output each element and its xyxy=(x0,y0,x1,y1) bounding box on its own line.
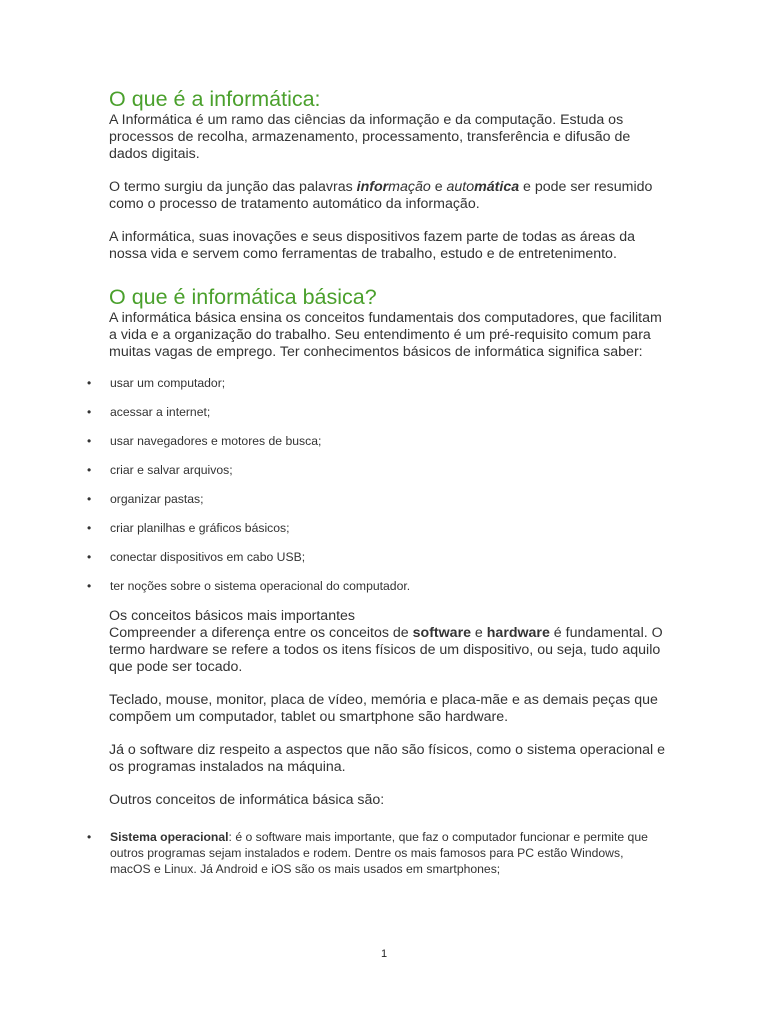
paragraph-software-hardware xyxy=(109,625,669,676)
list-item-text: conectar dispositivos em cabo USB; xyxy=(110,550,306,564)
text-fragment: e xyxy=(430,179,447,195)
text-fragment: Compreender a diferença entre os conceitos de xyxy=(109,625,413,641)
list-item-term: Sistema operacional xyxy=(110,830,229,844)
text-fragment: é fundamental. O termo hardware se refere a todos os itens físicos de um dispositivo, ou seja, tudo aquilo que pode ser tocado. xyxy=(109,625,663,675)
list-item-text: criar planilhas e gráficos básicos; xyxy=(110,521,290,535)
bullet-icon: • xyxy=(87,463,92,477)
text-fragment: e pode ser resumido como o processo de tratamento automático da informação. xyxy=(109,179,653,212)
emphasis-auto: auto xyxy=(446,179,475,195)
bold-software: software xyxy=(412,625,471,641)
bullet-icon: • xyxy=(87,376,92,390)
paragraph-basic-definition: A informática básica ensina os conceitos fundamentais dos computadores, que facilitam a vida e a organização do trabalho. Seu entendimento é um pré-requisito comum para muitas vagas de emprego. Ter conhecimentos básicos de informática significa saber: xyxy=(109,310,662,360)
list-item-text: ter noções sobre o sistema operacional do computador. xyxy=(110,579,411,593)
bullet-icon: • xyxy=(87,521,92,535)
list-item xyxy=(83,375,663,404)
paragraph-other-concepts: Outros conceitos de informática básica são: xyxy=(109,792,385,808)
bullet-icon: • xyxy=(87,492,92,506)
paragraph-definition: A Informática é um ramo das ciências da informação e da computação. Estuda os processos de recolha, armazenamento, processamento, transferência e difusão de dados digitais. xyxy=(109,112,631,162)
heading-basic-informatics: O que é informática básica? xyxy=(109,285,377,309)
bullet-icon: • xyxy=(87,830,92,844)
list-item xyxy=(83,520,663,549)
list-item-text: criar e salvar arquivos; xyxy=(110,463,233,477)
bullet-icon: • xyxy=(87,550,92,564)
bold-hardware: hardware xyxy=(486,625,550,641)
bullet-icon: • xyxy=(87,579,92,593)
skills-list xyxy=(83,375,663,607)
list-item-text: organizar pastas; xyxy=(110,492,204,506)
list-item xyxy=(83,549,663,578)
section-title-basic-concepts: Os conceitos básicos mais importantes xyxy=(109,608,356,624)
paragraph-hardware-examples: Teclado, mouse, monitor, placa de vídeo, memória e placa-mãe e as demais peças que compõem um computador, tablet ou smartphone são hardware. xyxy=(109,692,658,725)
text-fragment: O termo surgiu da junção das palavras xyxy=(109,179,357,195)
emphasis-matica: mática xyxy=(474,179,520,195)
list-item-text: usar navegadores e motores de busca; xyxy=(110,434,322,448)
list-item-text: acessar a internet; xyxy=(110,405,211,419)
concepts-list xyxy=(83,829,663,877)
list-item xyxy=(83,404,663,433)
list-item-text: usar um computador; xyxy=(110,376,226,390)
list-item xyxy=(83,829,663,877)
list-item xyxy=(83,578,663,607)
page-number: 1 xyxy=(380,948,388,960)
heading-what-is-informatics: O que é a informática: xyxy=(109,87,321,111)
list-item xyxy=(83,433,663,462)
list-item xyxy=(83,491,663,520)
paragraph-term-origin xyxy=(109,179,669,213)
text-fragment: e xyxy=(470,625,487,641)
list-item xyxy=(83,462,663,491)
page-content xyxy=(87,86,669,877)
paragraph-innovations: A informática, suas inovações e seus dispositivos fazem parte de todas as áreas da nossa vida e servem como ferramentas de trabalho, estudo e de entretenimento. xyxy=(109,229,636,262)
bullet-icon: • xyxy=(87,434,92,448)
list-item-text: : é o software mais importante, que faz o computador funcionar e permite que outros programas sejam instalados e rodem. Dentre os mais famosos para PC estão Windows, macOS e Linux. Já Android e iOS são os mais usados em smartphones; xyxy=(110,830,648,876)
paragraph-software-definition: Já o software diz respeito a aspectos que não são físicos, como o sistema operacional e os programas instalados na máquina. xyxy=(109,742,665,775)
emphasis-macao: mação xyxy=(388,179,431,195)
bullet-icon: • xyxy=(87,405,92,419)
emphasis-infor: infor xyxy=(356,179,389,195)
